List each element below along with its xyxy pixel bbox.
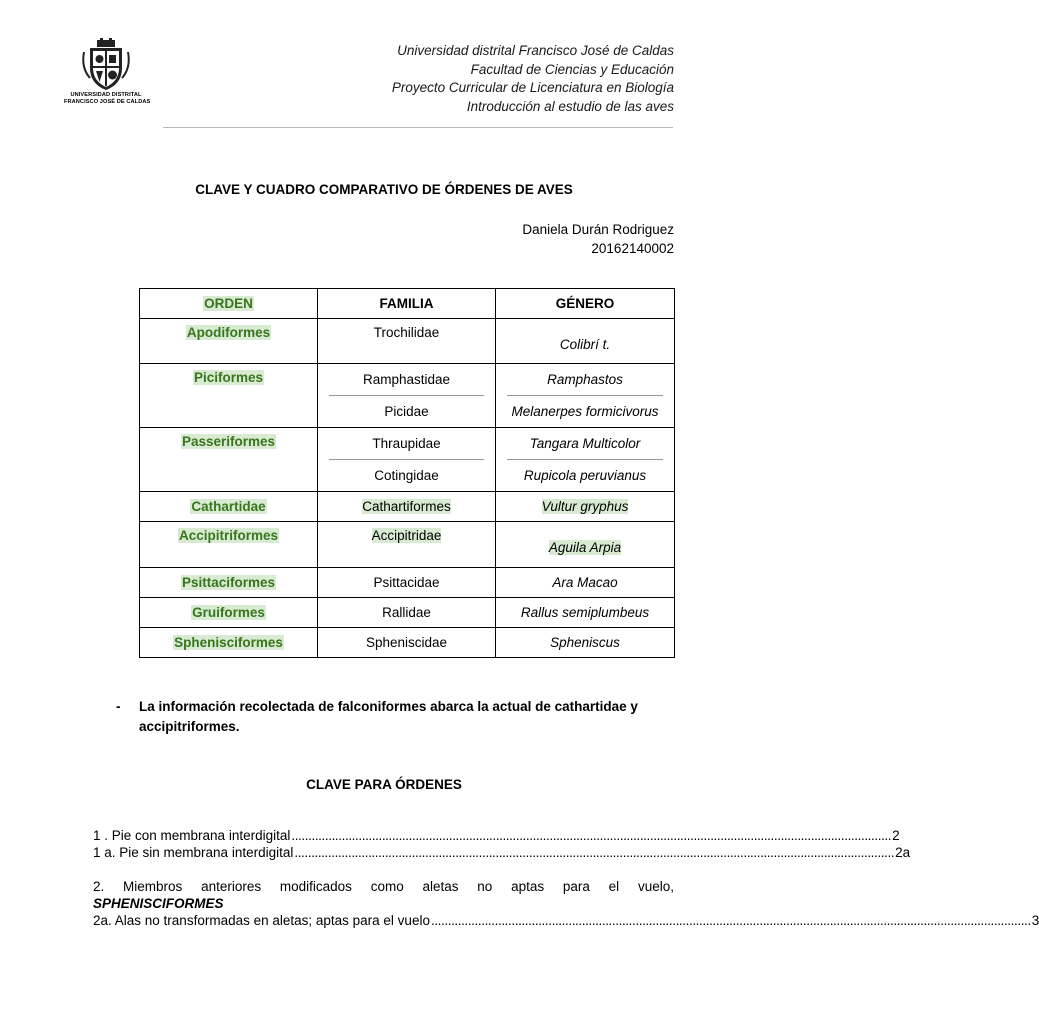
table-row — [140, 428, 675, 492]
header-faculty: Facultad de Ciencias y Educación — [470, 61, 674, 77]
cell-genero: Rallus semiplumbeus — [496, 598, 675, 628]
cell-familia: Accipitridae — [318, 522, 496, 568]
orders-comparison-table — [139, 288, 675, 658]
cell-orden: Gruiformes — [140, 598, 318, 628]
header-divider — [163, 127, 673, 128]
university-logo — [64, 38, 151, 106]
note-text: La información recolectada de falconiformes abarca la actual de cathartidae y accipitriformes. — [139, 699, 638, 734]
genero-item: Tangara Multicolor — [529, 436, 641, 451]
cell-orden: Passeriformes — [140, 428, 318, 492]
cell-orden: Cathartidae — [140, 492, 318, 522]
cell-familia: Psittacidae — [318, 568, 496, 598]
key-item-goto: 3 — [1031, 913, 1039, 928]
cell-familia — [318, 364, 496, 428]
table-header-row — [140, 289, 675, 319]
cell-genero: Aguila Arpia — [496, 522, 675, 568]
falconiformes-note — [116, 697, 661, 737]
logo-text-line-1: UNIVERSIDAD DISTRITAL — [70, 92, 142, 98]
cell-familia: Rallidae — [318, 598, 496, 628]
key-title: CLAVE PARA ÓRDENES — [306, 777, 462, 792]
table-row — [140, 522, 675, 568]
key-item-text: 1 . Pie con membrana interdigital — [93, 828, 291, 843]
dot-leader: ................................................................................................................................................................................... — [430, 913, 1031, 928]
genero-item: Rupicola peruvianus — [507, 459, 663, 491]
familia-item: Cotingidae — [329, 459, 484, 491]
cell-genero: Spheniscus — [496, 628, 675, 658]
cell-genero: Colibrí t. — [496, 319, 675, 364]
dot-leader: ................................................................................................................................................................................... — [291, 828, 892, 843]
familia-item: Picidae — [329, 395, 484, 427]
header-university: Universidad distrital Francisco José de Caldas — [397, 43, 674, 58]
dot-leader: ................................................................................................................................................................................... — [294, 845, 895, 860]
cell-orden: Accipitriformes — [140, 522, 318, 568]
column-header-genero: GÉNERO — [496, 289, 675, 319]
cell-familia: Trochilidae — [318, 319, 496, 364]
familia-item: Thraupidae — [372, 436, 441, 451]
table-row — [140, 568, 675, 598]
key-item-2 — [93, 878, 1039, 929]
cell-orden: Sphenisciformes — [140, 628, 318, 658]
key-item-1 — [93, 827, 911, 861]
cell-genero: Vultur gryphus — [496, 492, 675, 522]
cell-orden: Piciformes — [140, 364, 318, 428]
key-item-goto: 2a — [895, 845, 911, 860]
genero-item: Ramphastos — [547, 372, 623, 387]
table-row — [140, 364, 675, 428]
cell-orden: Apodiformes — [140, 319, 318, 364]
table-row — [140, 319, 675, 364]
column-header-familia: FAMILIA — [318, 289, 496, 319]
table-row — [140, 492, 675, 522]
cell-orden: Psittaciformes — [140, 568, 318, 598]
key-item-text: 2a. Alas no transformadas en aletas; aptas para el vuelo — [93, 913, 430, 928]
cell-familia: Cathartiformes — [318, 492, 496, 522]
logo-text-line-2: FRANCISCO JOSÉ DE CALDAS — [64, 99, 151, 105]
cell-genero — [496, 364, 675, 428]
header-course: Introducción al estudio de las aves — [466, 98, 674, 114]
cell-familia — [318, 428, 496, 492]
key-item-2-text: 2. Miembros anteriores modificados como aletas no aptas para el vuelo, — [93, 879, 674, 894]
key-item-goto: 2 — [892, 828, 900, 843]
author-block — [522, 220, 674, 258]
table-row — [140, 628, 675, 658]
note-bullet: - — [116, 699, 121, 714]
header-program: Proyecto Curricular de Licenciatura en Biología — [391, 80, 674, 96]
cell-familia: Spheniscidae — [318, 628, 496, 658]
key-item-text: 1 a. Pie sin membrana interdigital — [93, 845, 294, 860]
author-name: Daniela Durán Rodriguez — [522, 222, 674, 237]
cell-genero — [496, 428, 675, 492]
document-header — [392, 42, 674, 116]
table-row — [140, 598, 675, 628]
key-item-2-result: SPHENISCIFORMES — [93, 896, 224, 911]
column-header-orden: ORDEN — [140, 289, 318, 319]
document-title: CLAVE Y CUADRO COMPARATIVO DE ÓRDENES DE AVES — [195, 182, 573, 197]
familia-item: Ramphastidae — [362, 372, 451, 387]
university-crest-icon — [82, 38, 130, 92]
cell-genero: Ara Macao — [496, 568, 675, 598]
author-code: 20162140002 — [591, 241, 674, 256]
genero-item: Melanerpes formicivorus — [507, 395, 663, 427]
